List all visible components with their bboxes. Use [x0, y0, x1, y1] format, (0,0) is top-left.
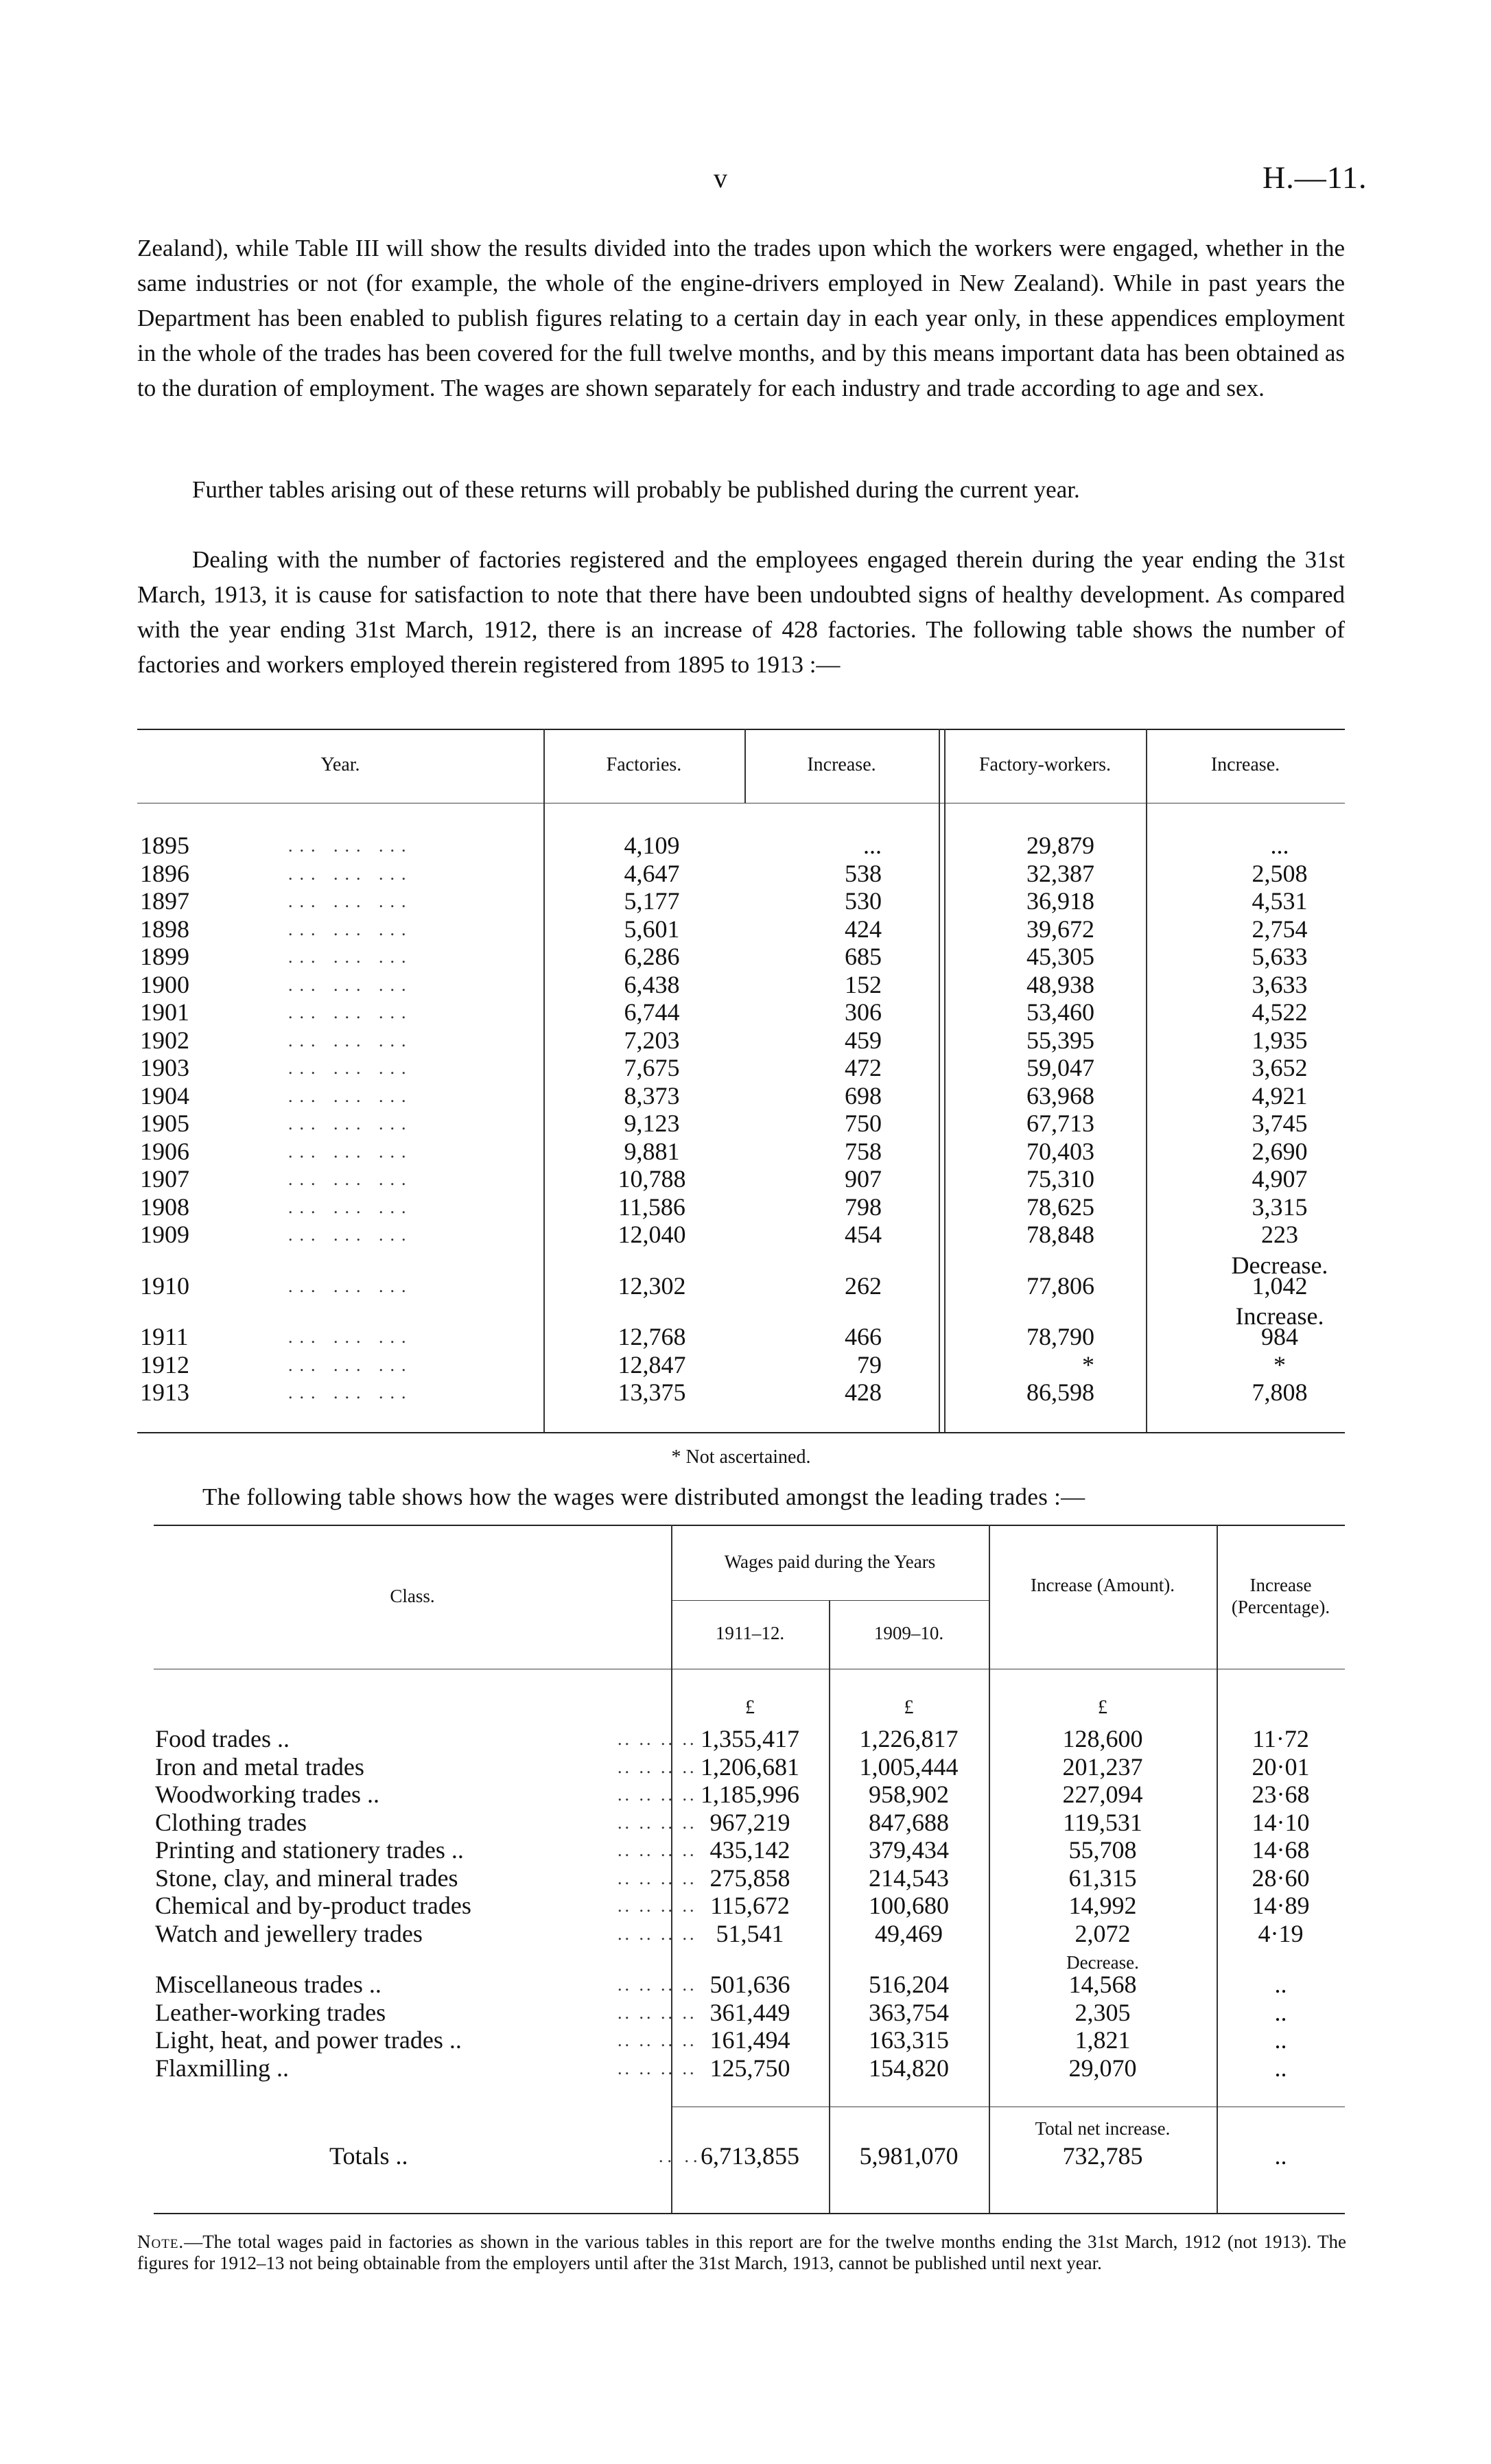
- wages-1911-12-cell: 275,858: [709, 1864, 790, 1892]
- wages-1911-12-cell: 115,672: [710, 1892, 790, 1919]
- increase-percentage-cell: ..: [1274, 1998, 1287, 2026]
- increase-percentage-cell: ..: [1274, 1971, 1287, 1998]
- header-year: Year.: [320, 754, 360, 775]
- workers-increase-cell: 7,808: [1252, 1378, 1308, 1406]
- increase-amount-cell: 128,600: [1062, 1725, 1143, 1752]
- totals-label-row: [137, 2115, 1345, 2143]
- wages-1909-10-cell: 214,543: [869, 1864, 949, 1892]
- factories-cell: 8,373: [624, 1081, 680, 1110]
- totals-row: [137, 2142, 1345, 2170]
- increase-amount-cell: 14,992: [1068, 1892, 1137, 1919]
- increase-amount-cell: 61,315: [1068, 1864, 1137, 1892]
- table-row: [137, 1781, 1345, 1809]
- table-top-rule: [154, 1525, 1345, 1526]
- trade-name-cell: Food trades ..: [155, 1725, 290, 1752]
- factories-cell: 6,286: [624, 943, 680, 970]
- workers-increase-cell: 4,531: [1252, 887, 1308, 915]
- header-factories: Factories.: [606, 754, 682, 775]
- factories-cell: 12,768: [618, 1323, 686, 1350]
- increase-cell: 152: [845, 970, 882, 998]
- workers-cell: 59,047: [1026, 1054, 1094, 1081]
- increase-cell: 798: [845, 1193, 882, 1221]
- table-row: [137, 1138, 1345, 1166]
- year-cell: 1912: [140, 1350, 189, 1378]
- table-row: [137, 1999, 1345, 2027]
- unit-pound: £: [904, 1697, 914, 1718]
- header-increase: Increase.: [807, 754, 876, 775]
- workers-increase-cell: 5,633: [1252, 943, 1308, 970]
- table-row: [137, 943, 1345, 971]
- totals-label: Totals ..: [329, 2142, 408, 2170]
- year-cell: 1905: [140, 1110, 189, 1137]
- change-label: Decrease.: [1066, 1952, 1139, 1973]
- trade-name-cell: Chemical and by-product trades: [155, 1892, 471, 1919]
- table-top-rule: [137, 729, 1345, 730]
- leader-dots: .. .. .. ..: [618, 1868, 697, 1888]
- increase-amount-cell: 29,070: [1068, 2054, 1137, 2082]
- year-cell: 1899: [140, 943, 189, 970]
- leader-dots: ... ... ...: [288, 1030, 413, 1051]
- workers-cell: 39,672: [1026, 915, 1094, 943]
- wages-1909-10-cell: 958,902: [869, 1781, 949, 1808]
- note-text: —The total wages paid in factories as shown in the various tables in this report are for the twelve months ending the 31st March, 1912 (not 1913). The figures for 1912–13 not being obtainable from the employers until after the 31st March, 1913, cannot be published until next year.: [137, 2231, 1346, 2273]
- leader-dots: .. .. .. ..: [618, 1785, 697, 1805]
- table-row: [137, 832, 1345, 860]
- leader-dots: ... ... ...: [288, 947, 413, 967]
- units-row: [137, 1693, 1345, 1722]
- workers-cell: 77,806: [1026, 1271, 1094, 1300]
- table-row: [137, 1082, 1345, 1110]
- leader-dots: ... ... ...: [288, 891, 413, 911]
- workers-cell: 36,918: [1026, 887, 1094, 915]
- increase-percentage-cell: 23·68: [1252, 1781, 1310, 1808]
- increase-cell: 907: [845, 1165, 882, 1193]
- increase-cell: ...: [863, 832, 882, 859]
- table-row: [137, 1054, 1345, 1082]
- increase-amount-cell: 2,305: [1075, 1998, 1131, 2026]
- increase-cell: 459: [845, 1026, 882, 1054]
- year-cell: 1911: [140, 1323, 189, 1350]
- increase-percentage-cell: 4·19: [1258, 1919, 1304, 1947]
- increase-amount-cell: 119,531: [1063, 1808, 1142, 1836]
- leader-dots: .. .. .. ..: [618, 1975, 697, 1995]
- year-cell: 1897: [140, 887, 189, 915]
- trade-name-cell: Leather-working trades: [155, 1998, 386, 2026]
- increase-cell: 685: [845, 943, 882, 970]
- unit-pound: £: [1098, 1697, 1107, 1718]
- workers-increase-cell: 223: [1261, 1221, 1298, 1248]
- header-1911-12: 1911–12.: [715, 1623, 785, 1643]
- note-label: Note.: [137, 2231, 185, 2252]
- total-increase: 732,785: [1062, 2142, 1143, 2170]
- total-1909-10: 5,981,070: [859, 2142, 959, 2170]
- factories-cell: 11,586: [618, 1193, 685, 1221]
- trade-name-cell: Light, heat, and power trades ..: [155, 2026, 462, 2054]
- table-row: [137, 915, 1345, 943]
- table-row: [137, 1351, 1345, 1379]
- total-1911-12: 6,713,855: [701, 2142, 799, 2170]
- increase-cell: 79: [857, 1350, 882, 1378]
- trade-name-cell: Watch and jewellery trades: [155, 1919, 423, 1947]
- increase-amount-cell: 1,821: [1075, 2026, 1131, 2054]
- factories-cell: 10,788: [618, 1165, 686, 1193]
- table-bottom-rule: [137, 1432, 1345, 1433]
- table-row: [137, 1864, 1345, 1892]
- wages-1911-12-cell: 125,750: [709, 2054, 790, 2082]
- leader-dots: .. .. .. ..: [618, 1896, 697, 1916]
- increase-cell: 428: [845, 1378, 882, 1406]
- year-cell: 1913: [140, 1378, 189, 1406]
- factories-cell: 9,881: [624, 1137, 680, 1165]
- increase-amount-cell: 2,072: [1075, 1919, 1131, 1947]
- change-label: Decrease.: [1231, 1251, 1328, 1279]
- leader-dots: .. .. .. ..: [618, 2002, 697, 2023]
- leader-dots: .. .. .. ..: [618, 1840, 697, 1860]
- intro-wages-table: The following table shows how the wages were distributed amongst the leading trades :—: [202, 1483, 1085, 1510]
- paragraph-2: Further tables arising out of these returns will probably be published during the current year.: [192, 476, 1080, 503]
- leader-dots: ... ... ...: [288, 1225, 413, 1245]
- workers-cell: 32,387: [1026, 859, 1094, 887]
- wages-table: [137, 1525, 1345, 2218]
- workers-cell: 53,460: [1026, 998, 1094, 1026]
- leader-dots: .. .. .. ..: [618, 2030, 697, 2050]
- increase-percentage-cell: 14·89: [1252, 1892, 1310, 1919]
- increase-cell: 538: [845, 859, 882, 887]
- increase-cell: 750: [845, 1110, 882, 1137]
- factories-cell: 12,302: [618, 1271, 686, 1300]
- table-row: [137, 1892, 1345, 1920]
- increase-cell: 472: [845, 1054, 882, 1081]
- wages-1909-10-cell: 847,688: [869, 1808, 949, 1836]
- table-row: [137, 2026, 1345, 2054]
- wages-1911-12-cell: 967,219: [709, 1808, 790, 1836]
- workers-increase-cell: 4,921: [1252, 1081, 1308, 1110]
- table-row: [137, 887, 1345, 915]
- workers-increase-cell: ...: [1270, 832, 1289, 859]
- leader-dots: ... ... ...: [288, 1354, 413, 1375]
- workers-increase-cell: 3,652: [1252, 1054, 1308, 1081]
- row-label-row: [137, 1302, 1345, 1330]
- trade-name-cell: Printing and stationery trades ..: [155, 1836, 464, 1864]
- wages-1909-10-cell: 154,820: [869, 2054, 949, 2082]
- workers-cell: 48,938: [1026, 970, 1094, 998]
- workers-increase-cell: 2,690: [1252, 1137, 1308, 1165]
- header-factory-workers: Factory-workers.: [978, 754, 1112, 775]
- leader-dots: .. ..: [659, 2146, 702, 2166]
- increase-cell: 262: [845, 1271, 882, 1300]
- factories-cell: 4,109: [624, 832, 680, 859]
- year-cell: 1903: [140, 1054, 189, 1081]
- year-cell: 1896: [140, 859, 189, 887]
- increase-percentage-cell: 20·01: [1252, 1752, 1310, 1781]
- workers-cell: 70,403: [1026, 1137, 1094, 1165]
- total-net-increase-label: Total net increase.: [1035, 2118, 1171, 2139]
- leader-dots: ... ... ...: [288, 1383, 413, 1403]
- wages-1909-10-cell: 379,434: [869, 1836, 949, 1864]
- leader-dots: ... ... ...: [288, 1197, 413, 1217]
- leader-dots: ... ... ...: [288, 1058, 413, 1078]
- leader-dots: ... ... ...: [288, 1114, 413, 1134]
- header-increase-percentage: Increase (Percentage).: [1231, 1575, 1330, 1617]
- table-row: [137, 1809, 1345, 1837]
- factories-cell: 7,675: [624, 1054, 680, 1081]
- table-row: [137, 1026, 1345, 1055]
- increase-amount-cell: 14,568: [1068, 1971, 1137, 1998]
- increase-percentage-cell: 14·68: [1252, 1836, 1310, 1864]
- paragraph-3: Dealing with the number of factories registered and the employees engaged therein during the year ending the 31st March, 1913, it is cause for satisfaction to note that there have been undoubted signs of healthy development. As compared with the year ending 31st March, 1912, there is an increase of 428 factories. The following table shows the number of factories and workers employed therein registered from 1895 to 1913 :—: [137, 546, 1345, 678]
- table-row: [137, 1971, 1345, 1999]
- factories-cell: 6,438: [624, 970, 680, 998]
- leader-dots: ... ... ...: [288, 1169, 413, 1189]
- wages-1909-10-cell: 163,315: [869, 2026, 949, 2054]
- increase-amount-cell: 227,094: [1062, 1781, 1143, 1808]
- wages-1909-10-cell: 100,680: [869, 1892, 949, 1919]
- wages-1911-12-cell: 161,494: [709, 2026, 790, 2054]
- wages-1911-12-cell: 501,636: [709, 1971, 790, 1998]
- increase-cell: 466: [845, 1323, 882, 1350]
- leader-dots: ... ... ...: [288, 1002, 413, 1022]
- factories-cell: 5,177: [624, 887, 680, 915]
- year-cell: 1910: [140, 1271, 189, 1300]
- increase-amount-cell: 55,708: [1068, 1836, 1137, 1864]
- table-row: [137, 860, 1345, 888]
- paragraph-1: Zealand), while Table III will show the results divided into the trades upon which the workers were engaged, whether in the same industries or not (for example, the whole of the engine-drivers employed in New Zealand). While in past years the Department has been enabled to publish figures relating to a certain day in each year only, in these appendices employment in the whole of the trades has been covered for the full twelve months, and by this means important data has been obtained as to the duration of employment. The wages are shown separately for each industry and trade according to age and sex.: [137, 235, 1345, 401]
- year-cell: 1907: [140, 1165, 189, 1193]
- leader-dots: ... ... ...: [288, 919, 413, 939]
- wages-1909-10-cell: 1,005,444: [859, 1752, 959, 1781]
- workers-cell: 29,879: [1026, 832, 1094, 859]
- wages-1909-10-cell: 516,204: [869, 1971, 949, 1998]
- workers-cell: 55,395: [1026, 1026, 1094, 1054]
- workers-increase-cell: 1,042: [1252, 1271, 1308, 1300]
- workers-increase-cell: 984: [1261, 1323, 1298, 1350]
- leader-dots: ... ... ...: [288, 1276, 413, 1296]
- workers-increase-cell: 3,745: [1252, 1110, 1308, 1137]
- trade-name-cell: Flaxmilling ..: [155, 2054, 290, 2082]
- year-cell: 1895: [140, 832, 189, 859]
- year-cell: 1908: [140, 1193, 189, 1221]
- table-row: [137, 971, 1345, 999]
- factories-cell: 12,847: [618, 1350, 686, 1378]
- factories-cell: 6,744: [624, 998, 680, 1026]
- table-row: [137, 1221, 1345, 1249]
- workers-cell: 67,713: [1026, 1110, 1094, 1137]
- year-cell: 1901: [140, 998, 189, 1026]
- workers-cell: 78,848: [1026, 1221, 1094, 1248]
- increase-percentage-cell: 28·60: [1252, 1864, 1310, 1892]
- leader-dots: .. .. .. ..: [618, 1812, 697, 1833]
- header-class: Class.: [390, 1586, 435, 1606]
- table-row: [137, 1920, 1345, 1948]
- table-row: [137, 1725, 1345, 1753]
- table-bottom-rule: [154, 2213, 1345, 2214]
- table-row: [137, 2054, 1345, 2082]
- trade-name-cell: Iron and metal trades: [155, 1752, 364, 1781]
- workers-increase-cell: 3,315: [1252, 1193, 1308, 1221]
- table-row: [137, 1165, 1345, 1193]
- factories-table: [137, 729, 1345, 1468]
- factories-cell: 4,647: [624, 859, 680, 887]
- increase-cell: 306: [845, 998, 882, 1026]
- factories-cell: 12,040: [618, 1221, 686, 1248]
- leader-dots: ... ... ...: [288, 974, 413, 995]
- table-row: [137, 1193, 1345, 1221]
- table-row: [137, 1753, 1345, 1781]
- year-cell: 1902: [140, 1026, 189, 1054]
- total-percentage: ..: [1274, 2142, 1287, 2170]
- header-increase-workers: Increase.: [1210, 754, 1280, 775]
- increase-cell: 530: [845, 887, 882, 915]
- increase-amount-cell: 201,237: [1062, 1752, 1143, 1781]
- footnote: * Not ascertained.: [671, 1446, 811, 1468]
- leader-dots: ... ... ...: [288, 836, 413, 856]
- workers-cell: 63,968: [1026, 1081, 1094, 1110]
- workers-increase-cell: 4,522: [1252, 998, 1308, 1026]
- page-number: v: [714, 163, 727, 193]
- increase-percentage-cell: 11·72: [1252, 1725, 1309, 1752]
- wages-1911-12-cell: 435,142: [709, 1836, 790, 1864]
- workers-cell: 45,305: [1026, 943, 1094, 970]
- table-row: [137, 1836, 1345, 1864]
- workers-cell: 78,625: [1026, 1193, 1094, 1221]
- trade-name-cell: Clothing trades: [155, 1808, 307, 1836]
- workers-increase-cell: 3,633: [1252, 970, 1308, 998]
- increase-percentage-cell: ..: [1274, 2026, 1287, 2054]
- increase-percentage-cell: ..: [1274, 2054, 1287, 2082]
- increase-cell: 758: [845, 1137, 882, 1165]
- workers-cell: *: [1082, 1350, 1094, 1378]
- leader-dots: ... ... ...: [288, 863, 413, 884]
- workers-increase-cell: 2,754: [1252, 915, 1308, 943]
- year-cell: 1906: [140, 1137, 189, 1165]
- increase-percentage-cell: 14·10: [1252, 1808, 1310, 1836]
- increase-cell: 424: [845, 915, 882, 943]
- workers-increase-cell: 2,508: [1252, 859, 1308, 887]
- wages-1911-12-cell: 1,185,996: [701, 1781, 799, 1808]
- leader-dots: ... ... ...: [288, 1327, 413, 1347]
- wages-1909-10-cell: 49,469: [875, 1919, 943, 1947]
- note: [137, 2231, 1346, 2274]
- wages-1911-12-cell: 1,206,681: [701, 1752, 799, 1781]
- leader-dots: .. .. .. ..: [618, 2058, 697, 2078]
- table-row: [137, 1110, 1345, 1138]
- factories-cell: 5,601: [624, 915, 680, 943]
- year-cell: 1909: [140, 1221, 189, 1248]
- table-row: [137, 998, 1345, 1026]
- leader-dots: .. .. .. ..: [618, 1923, 697, 1944]
- workers-increase-cell: 1,935: [1252, 1026, 1308, 1054]
- leader-dots: .. .. .. ..: [618, 1757, 697, 1777]
- wages-1911-12-cell: 1,355,417: [701, 1725, 799, 1752]
- workers-increase-cell: 4,907: [1252, 1165, 1308, 1193]
- increase-cell: 698: [845, 1081, 882, 1110]
- unit-pound: £: [745, 1697, 755, 1718]
- year-cell: 1900: [140, 970, 189, 998]
- wages-1909-10-cell: 1,226,817: [859, 1725, 959, 1752]
- trade-name-cell: Miscellaneous trades ..: [155, 1971, 381, 1998]
- leader-dots: ... ... ...: [288, 1141, 413, 1162]
- header-1909-10: 1909–10.: [873, 1623, 944, 1643]
- year-cell: 1898: [140, 915, 189, 943]
- factories-cell: 7,203: [624, 1026, 680, 1054]
- wages-1909-10-cell: 363,754: [869, 1998, 949, 2026]
- factories-cell: 9,123: [624, 1110, 680, 1137]
- year-cell: 1904: [140, 1081, 189, 1110]
- row-label-row: [137, 1252, 1345, 1280]
- leader-dots: .. .. .. ..: [618, 1729, 697, 1749]
- wages-1911-12-cell: 51,541: [716, 1919, 784, 1947]
- wages-1911-12-cell: 361,449: [709, 1998, 790, 2026]
- leader-dots: ... ... ...: [288, 1086, 413, 1106]
- table-row: [137, 1378, 1345, 1407]
- trade-name-cell: Woodworking trades ..: [155, 1781, 380, 1808]
- change-label: Increase.: [1235, 1302, 1324, 1330]
- workers-cell: 78,790: [1026, 1323, 1094, 1350]
- header-increase-amount: Increase (Amount).: [1031, 1575, 1175, 1595]
- workers-cell: 75,310: [1026, 1165, 1094, 1193]
- trade-name-cell: Stone, clay, and mineral trades: [155, 1864, 458, 1892]
- workers-increase-cell: *: [1273, 1350, 1286, 1378]
- workers-cell: 86,598: [1026, 1378, 1094, 1406]
- increase-cell: 454: [845, 1221, 882, 1248]
- report-reference: H.—11.: [1263, 160, 1367, 195]
- factories-cell: 13,375: [618, 1378, 686, 1406]
- header-wages-group: Wages paid during the Years: [724, 1551, 936, 1572]
